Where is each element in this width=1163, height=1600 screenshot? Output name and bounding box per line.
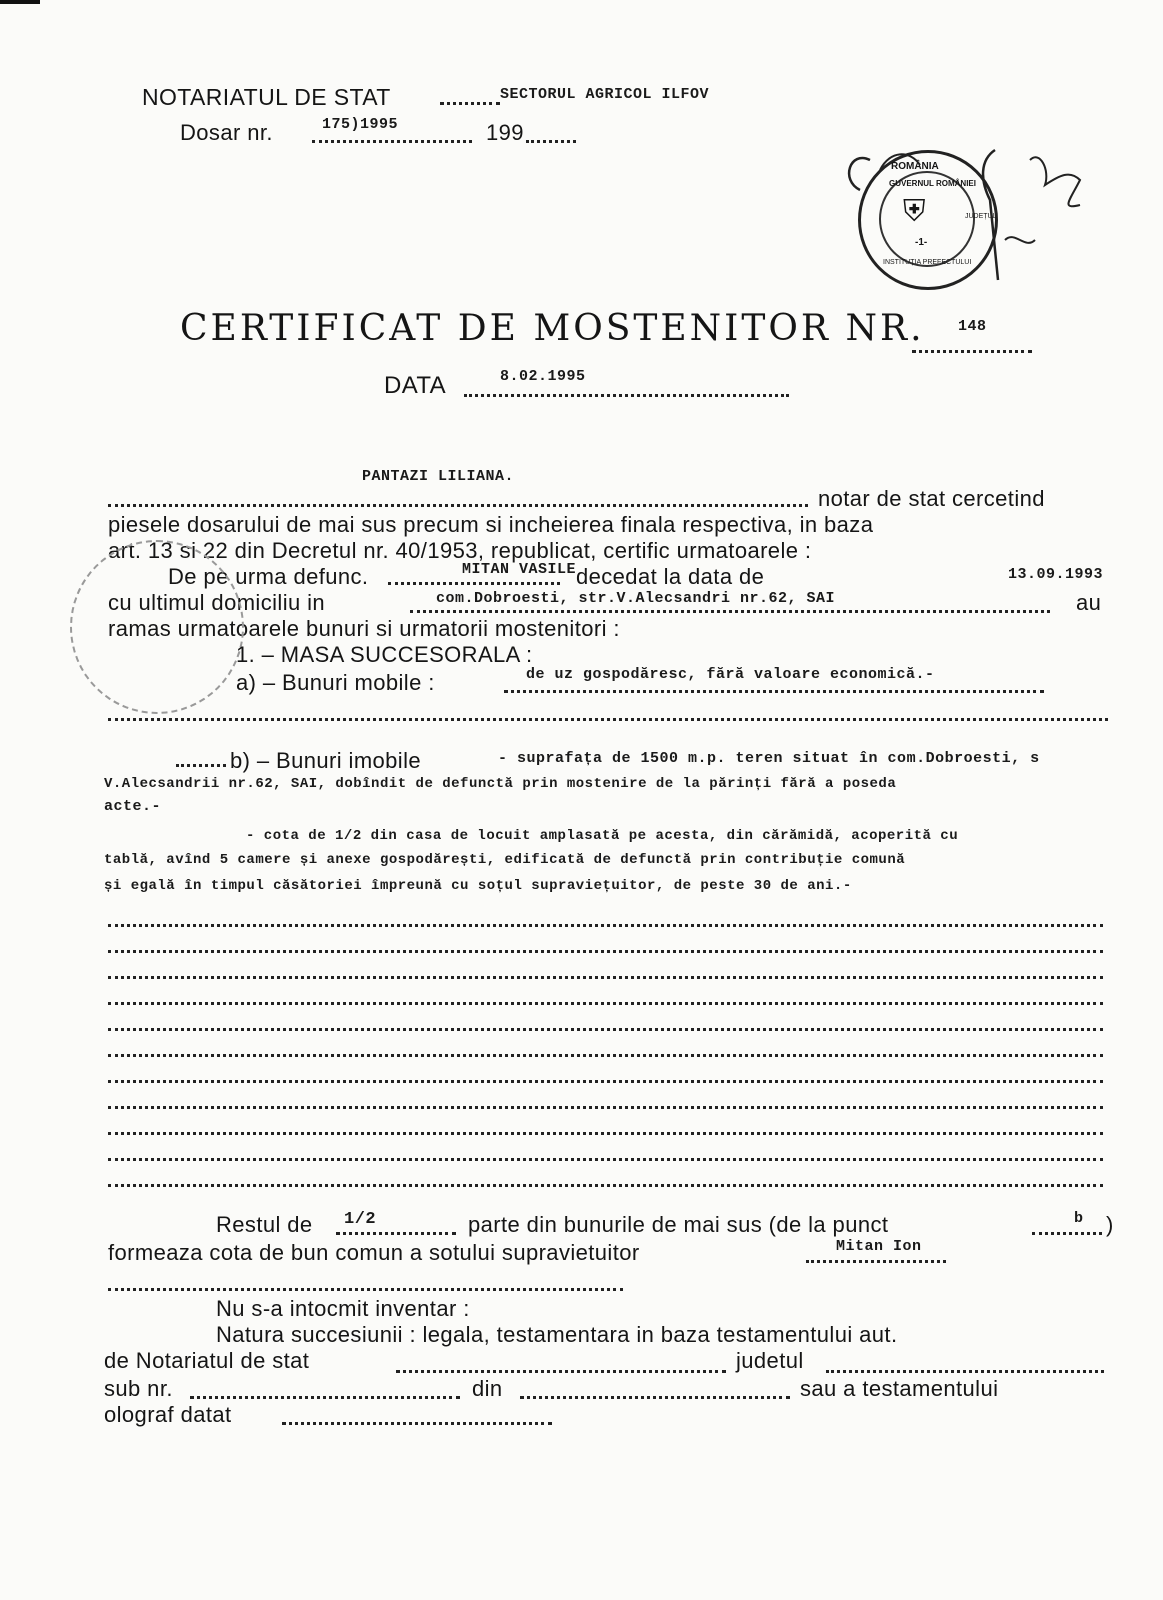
date-dotline: [464, 394, 789, 397]
domicile-dotline: [410, 610, 1050, 613]
stamp-number: -1-: [915, 237, 928, 248]
date-label: DATA: [384, 372, 447, 399]
fraction-dotline: [336, 1232, 456, 1235]
certificate-title: CERTIFICAT DE MOSTENITOR NR.: [180, 308, 925, 349]
spouse-name: Mitan Ion: [836, 1238, 922, 1255]
movable-label: a) – Bunuri mobile :: [236, 670, 435, 695]
olograf-dotline: [282, 1422, 552, 1425]
immovable-label: b) – Bunuri imobile: [230, 748, 422, 773]
estate-heading: 1. – MASA SUCCESORALA :: [236, 642, 533, 667]
intro-deceased-label: De pe urma defunc.: [168, 564, 369, 589]
scan-edge-mark: [0, 0, 40, 4]
succession-nature: Natura succesiunii : legala, testamentara in baza testamentului aut.: [216, 1322, 898, 1347]
blank-dotline-1: [108, 718, 1108, 721]
olograf-label: olograf datat: [104, 1402, 232, 1427]
blank-dotline-4: [108, 976, 1103, 979]
coat-of-arms-icon: ⛨: [903, 195, 926, 228]
rest-label: Restul de: [216, 1212, 313, 1237]
movable-dotline: [504, 690, 1044, 693]
date-value: 8.02.1995: [500, 368, 586, 385]
blank-dotline-11: [108, 1158, 1103, 1161]
blank-dotline-7: [108, 1054, 1103, 1057]
stamp-text-government: GUVERNUL ROMÂNIEI: [889, 179, 976, 188]
dosar-dotline: [312, 140, 472, 143]
sub-nr-dotline: [190, 1396, 460, 1399]
rest-line2: formeaza cota de bun comun a sotului supravietuitor: [108, 1240, 640, 1265]
year-dotline: [526, 140, 576, 143]
year-label: 199: [486, 120, 524, 145]
sub-nr-label: sub nr.: [104, 1376, 173, 1401]
din-label: din: [472, 1376, 503, 1401]
notary-name: PANTAZI LILIANA.: [362, 468, 515, 485]
point-dotline: [1032, 1232, 1102, 1235]
immovable-line1: - suprafața de 1500 m.p. teren situat în com.Dobroesti, s: [498, 750, 1040, 767]
blank-dotline-6: [108, 1028, 1103, 1031]
office-value: SECTORUL AGRICOL ILFOV: [500, 86, 710, 103]
immovable-line3: acte.-: [104, 798, 162, 815]
sau-label: sau a testamentului: [800, 1376, 999, 1401]
immovable-line4: - cota de 1/2 din casa de locuit amplasată pe acesta, din cărămidă, acoperită cu: [246, 828, 959, 844]
dosar-label: Dosar nr.: [180, 120, 273, 145]
death-date: 13.09.1993: [1008, 566, 1104, 583]
judet-dotline: [826, 1370, 1104, 1373]
din-dotline: [520, 1396, 790, 1399]
blank-dotline-5: [108, 1002, 1103, 1005]
intro-line3: art. 13 si 22 din Decretul nr. 40/1953, republicat, certific urmatoarele :: [108, 538, 812, 563]
blank-dotline-12: [108, 1184, 1103, 1187]
blank-dotline-2: [108, 924, 1103, 927]
immovable-line2: V.Alecsandrii nr.62, SAI, dobîndit de defunctă prin mostenire de la părinți fără a poseda: [104, 776, 897, 792]
movable-value: de uz gospodăresc, fără valoare economică.-: [526, 666, 935, 683]
blank-dotline-10: [108, 1132, 1103, 1135]
title-number-dotline: [912, 350, 1032, 353]
intro-domicile-label: cu ultimul domiciliu in: [108, 590, 326, 615]
office-label: NOTARIATUL DE STAT: [142, 84, 391, 110]
domicile-value: com.Dobroesti, str.V.Alecsandri nr.62, SAI: [436, 590, 836, 607]
notariat-label: de Notariatul de stat: [104, 1348, 310, 1373]
rest-fraction: 1/2: [344, 1210, 377, 1229]
rest-point: b: [1074, 1210, 1084, 1227]
immovable-line5: tablă, avînd 5 camere și anexe gospodărești, edificată de defunctă prin contribuție comună: [104, 852, 906, 868]
notariat-dotline: [396, 1370, 726, 1373]
spouse-continuation-dotline: [108, 1288, 623, 1291]
blank-dotline-9: [108, 1106, 1103, 1109]
intro-decedat-label: decedat la data de: [576, 564, 765, 589]
spouse-dotline: [806, 1260, 946, 1263]
notary-dotline: [108, 504, 808, 507]
judet-label: judetul: [736, 1348, 804, 1373]
deceased-name: MITAN VASILE: [462, 561, 577, 578]
office-dotline: [440, 102, 500, 105]
blank-dotline-3: [108, 950, 1103, 953]
intro-au-label: au: [1076, 590, 1102, 615]
deceased-dotline: [388, 582, 560, 585]
rest-text: parte din bunurile de mai sus (de la punct: [468, 1212, 889, 1237]
stamp-text-top: ROMÂNIA: [891, 161, 939, 172]
stamp-text-bottom: INSTITUȚIA PREFECTULUI: [883, 259, 972, 266]
handwritten-signature: [830, 130, 1110, 300]
intro-line1-tail: notar de stat cercetind: [818, 486, 1045, 511]
intro-line2: piesele dosarului de mai sus precum si incheierea finala respectiva, in baza: [108, 512, 874, 537]
stamp-text-county: JUDEȚUL: [965, 213, 997, 220]
immovable-line6: și egală în timpul căsătoriei împreună cu soțul supraviețuitor, de peste 30 de ani.-: [104, 878, 852, 894]
faint-notary-stamp: [70, 540, 244, 714]
inventory-text: Nu s-a intocmit inventar :: [216, 1296, 470, 1321]
immovable-lead-dotline: [176, 764, 226, 767]
blank-dotline-8: [108, 1080, 1103, 1083]
rest-close-paren: ): [1106, 1212, 1114, 1237]
dosar-value: 175)1995: [322, 116, 399, 133]
intro-line6: ramas urmatoarele bunuri si urmatorii mostenitori :: [108, 616, 620, 641]
certificate-number: 148: [958, 318, 987, 335]
